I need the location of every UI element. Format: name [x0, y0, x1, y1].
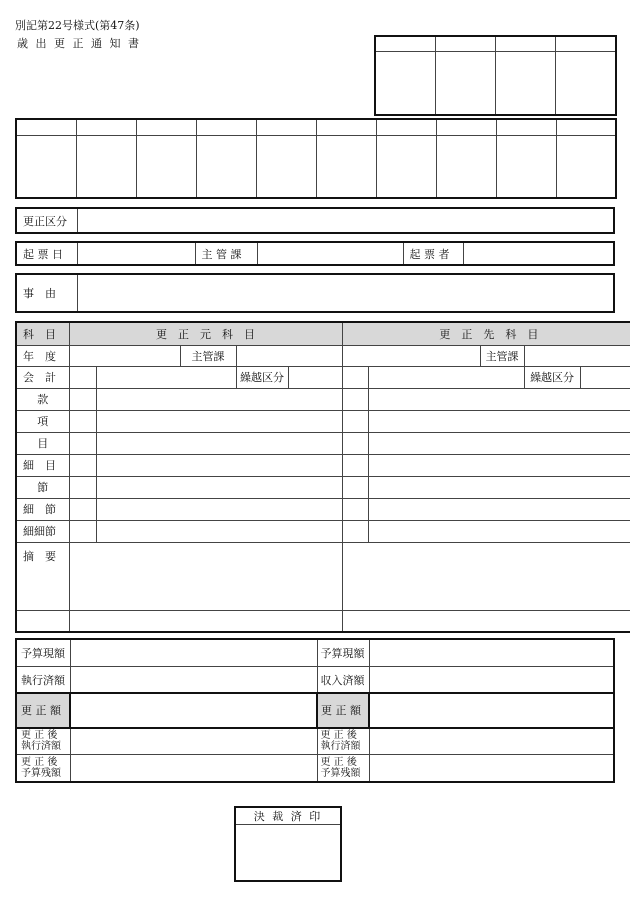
approval-cell[interactable] — [316, 135, 376, 198]
draft-info-row — [15, 241, 615, 266]
label-correction-left: 更 正 額 — [16, 693, 70, 727]
approval-cell[interactable] — [435, 51, 495, 115]
approval-cell[interactable] — [316, 119, 376, 135]
approval-cell[interactable] — [435, 36, 495, 51]
to-code[interactable] — [342, 520, 368, 542]
label-after-remaining-right — [317, 755, 369, 782]
approval-cell[interactable] — [76, 135, 136, 198]
approval-cell[interactable] — [376, 135, 436, 198]
draft-date-field[interactable] — [77, 242, 195, 265]
approval-cell[interactable] — [496, 135, 556, 198]
approval-stamp-box — [234, 806, 342, 882]
to-field[interactable] — [368, 520, 630, 542]
from-field[interactable] — [96, 454, 342, 476]
correction-type-row — [15, 207, 615, 234]
reason-field[interactable] — [77, 274, 614, 312]
to-carryover-label: 繰越区分 — [524, 366, 580, 388]
budget-current-right-field[interactable] — [369, 639, 614, 666]
label-line: 予算残額 — [320, 768, 361, 780]
to-account-field[interactable] — [368, 366, 524, 388]
from-code[interactable] — [69, 476, 96, 498]
approval-cell[interactable] — [196, 119, 256, 135]
from-field[interactable] — [96, 410, 342, 432]
accounts-table — [15, 321, 630, 633]
approval-cell[interactable] — [136, 119, 196, 135]
approval-cell[interactable] — [436, 119, 496, 135]
to-year-field[interactable] — [342, 345, 480, 366]
from-code[interactable] — [69, 454, 96, 476]
approval-grid-wide — [15, 118, 617, 199]
approval-cell[interactable] — [556, 119, 616, 135]
to-field[interactable] — [368, 432, 630, 454]
row-label-kaikei: 会 計 — [16, 366, 69, 388]
approval-cell[interactable] — [555, 36, 616, 51]
approval-cell[interactable] — [16, 119, 76, 135]
approval-cell[interactable] — [256, 135, 316, 198]
row-label-nendo: 年 度 — [16, 345, 69, 366]
row-label-saimoku: 細 目 — [16, 454, 69, 476]
row-label-kan: 款 — [16, 388, 69, 410]
to-code[interactable] — [342, 410, 368, 432]
from-code[interactable] — [69, 520, 96, 542]
to-field[interactable] — [368, 498, 630, 520]
to-code[interactable] — [342, 454, 368, 476]
to-summary-field[interactable] — [342, 542, 630, 610]
dept-label: 主 管 課 — [195, 242, 257, 265]
to-code[interactable] — [342, 388, 368, 410]
to-field[interactable] — [368, 454, 630, 476]
to-dept-label: 主管課 — [480, 345, 524, 366]
from-extra-field[interactable] — [69, 610, 342, 632]
from-year-field[interactable] — [69, 345, 180, 366]
stamp-area[interactable] — [235, 825, 341, 882]
from-field[interactable] — [96, 388, 342, 410]
received-right-field[interactable] — [369, 666, 614, 693]
reason-label: 事 由 — [16, 274, 77, 312]
label-line: 予算残額 — [21, 768, 61, 780]
approval-cell[interactable] — [375, 36, 435, 51]
approval-grid-top — [374, 35, 617, 116]
from-code[interactable] — [69, 388, 96, 410]
executed-left-field[interactable] — [70, 666, 317, 693]
to-heading: 更 正 先 科 目 — [342, 322, 630, 345]
correction-left-field[interactable] — [70, 693, 317, 727]
row-label-setsu: 節 — [16, 476, 69, 498]
approval-cell[interactable] — [76, 119, 136, 135]
approval-cell[interactable] — [16, 135, 76, 198]
label-executed-left: 執行済額 — [16, 666, 70, 693]
row-label-saisaisetsu: 細細節 — [16, 520, 69, 542]
from-account-field[interactable] — [96, 366, 236, 388]
page-title: 歳 出 更 正 通 知 書 — [17, 37, 141, 50]
after-executed-left-field[interactable] — [70, 728, 317, 755]
to-code[interactable] — [342, 476, 368, 498]
to-field[interactable] — [368, 476, 630, 498]
label-line: 更 正 後 — [320, 730, 357, 742]
label-budget-current-right: 予算現額 — [317, 639, 369, 666]
correction-type-field[interactable] — [77, 208, 614, 233]
from-dept-field[interactable] — [236, 345, 342, 366]
approval-cell[interactable] — [196, 135, 256, 198]
approval-cell[interactable] — [495, 51, 555, 115]
label-correction-right: 更 正 額 — [317, 693, 369, 727]
label-after-remaining-left — [16, 755, 70, 782]
from-field[interactable] — [96, 432, 342, 454]
to-field[interactable] — [368, 410, 630, 432]
label-received-right: 収入済額 — [317, 666, 369, 693]
label-line: 更 正 後 — [320, 757, 357, 769]
from-carryover-field[interactable] — [288, 366, 342, 388]
draft-date-label: 起 票 日 — [16, 242, 77, 265]
to-account-code[interactable] — [342, 366, 368, 388]
label-after-executed-left — [16, 728, 70, 755]
stamp-label: 決 裁 済 印 — [235, 807, 341, 825]
amounts-table — [15, 638, 615, 783]
approval-cell[interactable] — [495, 36, 555, 51]
from-code[interactable] — [69, 410, 96, 432]
reason-row — [15, 273, 615, 313]
after-remaining-right-field[interactable] — [369, 755, 614, 782]
row-label-tekiyo: 摘 要 — [16, 542, 69, 610]
row-label-saisetsu: 細 節 — [16, 498, 69, 520]
label-line: 執行済額 — [21, 741, 61, 753]
from-dept-label: 主管課 — [180, 345, 236, 366]
approval-cell[interactable] — [436, 135, 496, 198]
from-field[interactable] — [96, 476, 342, 498]
approval-cell[interactable] — [496, 119, 556, 135]
from-summary-field[interactable] — [69, 542, 342, 610]
drafter-field[interactable] — [463, 242, 614, 265]
to-dept-field[interactable] — [524, 345, 630, 366]
approval-cell[interactable] — [555, 51, 616, 115]
from-field[interactable] — [96, 520, 342, 542]
correction-right-field[interactable] — [369, 693, 614, 727]
label-after-executed-right — [317, 728, 369, 755]
label-line: 更 正 後 — [21, 730, 58, 742]
to-code[interactable] — [342, 498, 368, 520]
row-label-moku: 目 — [16, 432, 69, 454]
from-code[interactable] — [69, 432, 96, 454]
dept-field[interactable] — [257, 242, 403, 265]
after-executed-right-field[interactable] — [369, 728, 614, 755]
approval-cell[interactable] — [256, 119, 316, 135]
drafter-label: 起 票 者 — [403, 242, 463, 265]
from-heading: 更 正 元 科 目 — [69, 322, 342, 345]
label-line: 執行済額 — [320, 741, 361, 753]
from-code[interactable] — [69, 498, 96, 520]
to-carryover-field[interactable] — [580, 366, 630, 388]
after-remaining-left-field[interactable] — [70, 755, 317, 782]
from-field[interactable] — [96, 498, 342, 520]
label-line: 更 正 後 — [21, 757, 58, 769]
approval-cell[interactable] — [136, 135, 196, 198]
approval-cell[interactable] — [376, 119, 436, 135]
from-account-code[interactable] — [69, 366, 96, 388]
label-budget-current-left: 予算現額 — [16, 639, 70, 666]
to-extra-field[interactable] — [342, 610, 630, 632]
form-number: 別記第22号様式(第47条) — [15, 19, 140, 32]
blank-label-cell — [16, 610, 69, 632]
from-carryover-label: 繰越区分 — [236, 366, 288, 388]
approval-cell[interactable] — [556, 135, 616, 198]
row-label-kou: 項 — [16, 410, 69, 432]
budget-current-left-field[interactable] — [70, 639, 317, 666]
to-code[interactable] — [342, 432, 368, 454]
correction-type-label: 更正区分 — [16, 208, 77, 233]
to-field[interactable] — [368, 388, 630, 410]
approval-cell[interactable] — [375, 51, 435, 115]
col-label-kamoku: 科 目 — [16, 322, 69, 345]
